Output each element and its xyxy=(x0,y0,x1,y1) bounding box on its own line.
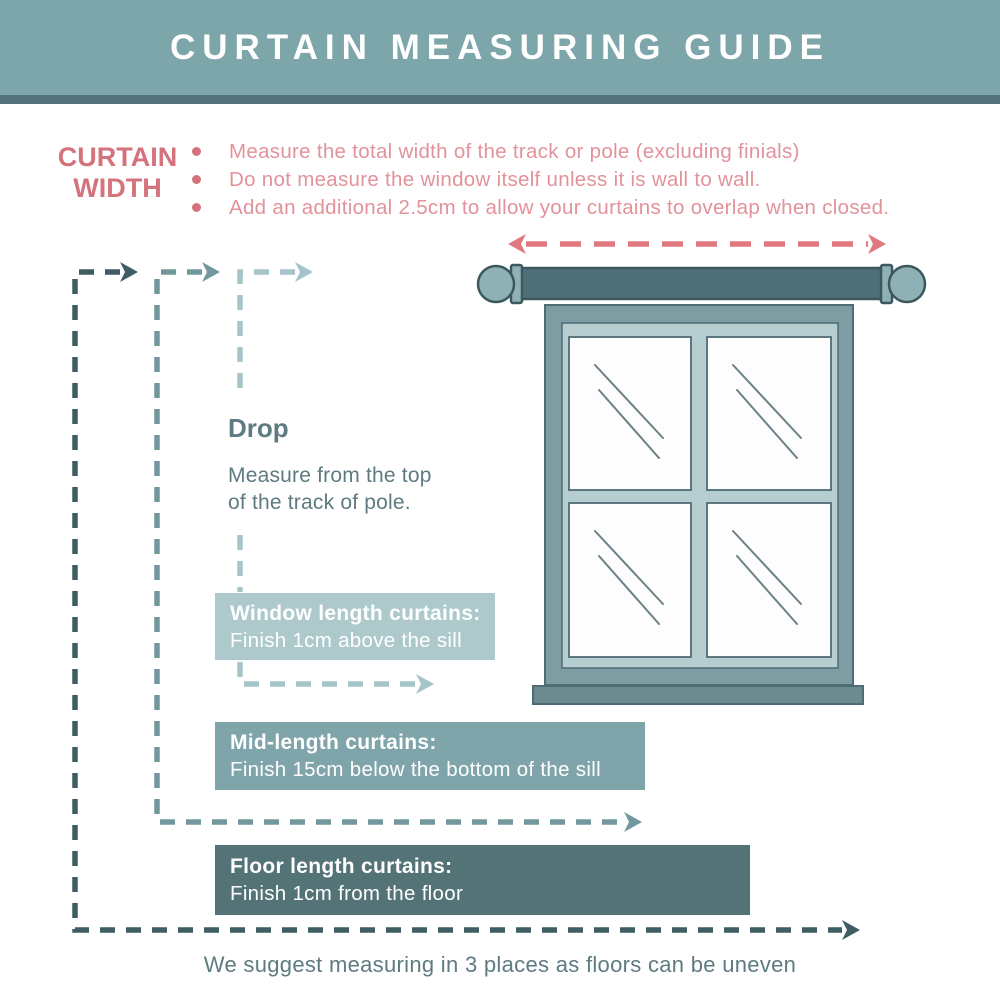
glass-reflection-lines xyxy=(595,365,801,624)
bullet-text: Measure the total width of the track or pole (excluding finials) xyxy=(229,140,800,163)
window-pane-bottom-right xyxy=(707,503,831,657)
pole-collar-right xyxy=(881,265,892,303)
arrowhead-icon xyxy=(120,262,138,282)
drop-description: Measure from the top of the track of pole. xyxy=(228,464,432,514)
floor-length-box xyxy=(215,845,750,915)
window-outer-frame xyxy=(545,305,853,685)
pole-collar-left xyxy=(511,265,522,303)
drop-heading: Drop xyxy=(228,413,289,443)
box-title: Mid-length curtains: xyxy=(230,731,437,754)
pole-finial-right-icon xyxy=(889,266,925,302)
arrowhead-icon xyxy=(416,674,434,694)
mid-length-box xyxy=(215,722,645,790)
box-detail: Finish 1cm from the floor xyxy=(230,882,464,905)
arrowhead-icon xyxy=(295,262,313,282)
window-length-dashed-line xyxy=(240,662,416,684)
box-detail: Finish 15cm below the bottom of the sill xyxy=(230,758,601,781)
bullet-item xyxy=(192,194,982,222)
box-detail: Finish 1cm above the sill xyxy=(230,628,462,652)
footer-note: We suggest measuring in 3 places as floors can be uneven xyxy=(203,952,797,977)
arrowhead-icon xyxy=(202,262,220,282)
window-inner-frame xyxy=(562,323,838,668)
window-illustration xyxy=(533,305,863,704)
bullet-dot-icon xyxy=(192,203,201,212)
arrowhead-left-icon xyxy=(508,234,526,254)
arrowhead-icon xyxy=(842,920,860,940)
page-title: CURTAIN MEASURING GUIDE xyxy=(169,27,831,67)
bullet-item xyxy=(192,166,982,194)
arrowhead-right-icon xyxy=(868,234,886,254)
header-banner xyxy=(0,0,1000,95)
curtain-width-heading: CURTAIN WIDTH xyxy=(57,142,178,203)
window-pane-top-right xyxy=(707,337,831,490)
pole-finial-left-icon xyxy=(478,266,514,302)
width-measure-arrow xyxy=(508,234,886,254)
box-title: Window length curtains: xyxy=(230,601,481,625)
bullet-item xyxy=(192,138,982,166)
window-length-box xyxy=(215,593,495,660)
curtain-pole xyxy=(478,265,925,303)
header-divider xyxy=(0,95,1000,104)
window-pane-top-left xyxy=(569,337,691,490)
bullet-text: Add an additional 2.5cm to allow your curtains to overlap when closed. xyxy=(229,196,890,219)
bullet-dot-icon xyxy=(192,175,201,184)
window-sill xyxy=(533,686,863,704)
pole-bar xyxy=(520,268,884,299)
arrowhead-icon xyxy=(624,812,642,832)
bullet-dot-icon xyxy=(192,147,201,156)
curtain-width-bullets xyxy=(192,138,982,222)
window-pane-bottom-left xyxy=(569,503,691,657)
window-length-dashed-line xyxy=(240,272,295,390)
bullet-text: Do not measure the window itself unless it is wall to wall. xyxy=(229,168,761,191)
box-title: Floor length curtains: xyxy=(230,855,453,878)
